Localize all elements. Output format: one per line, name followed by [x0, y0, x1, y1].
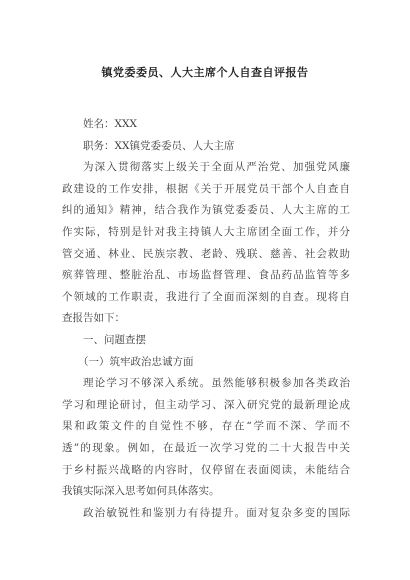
paragraph-line: 纠的通知》精神，结合我作为镇党委委员、人大主席的工 — [62, 204, 350, 217]
position-line: 职务：XX镇党委委员、人大主席 — [83, 139, 235, 152]
section-heading: 一、问题查摆 — [83, 333, 146, 346]
paragraph-line: 理论学习不够深入系统。虽然能够积极参加各类政治 — [83, 377, 350, 390]
paragraph-line: 我镇实际深入思考如何具体落实。 — [62, 485, 220, 498]
paragraph-line: 政治敏锐性和鉴别力有待提升。面对复杂多变的国际 — [83, 506, 350, 519]
paragraph-line: 个领域的工作职责，我进行了全面而深刻的自查。现将自 — [62, 290, 350, 303]
paragraph-line: 果和政策文件的自觉性不够，存在“学而不深、学而不 — [62, 420, 350, 433]
paragraph-line: 作实际，特别是针对我主持镇人大主席团全面工作，并分 — [62, 225, 350, 238]
document-body — [62, 114, 350, 524]
subsection-heading: （一）筑牢政治忠诚方面 — [78, 355, 194, 368]
paragraph-line: 于乡村振兴战略的内容时，仅停留在表面阅读，未能结合 — [62, 463, 350, 476]
paragraph-line: 殡葬管理、整脏治乱、市场监督管理、食品药品监管等多 — [62, 269, 350, 282]
paragraph-line: 政建设的工作安排，根据《关于开展党员干部个人自查自 — [62, 182, 350, 195]
paragraph-line: 查报告如下： — [62, 312, 125, 325]
paragraph-line: 管交通、林业、民族宗教、老龄、残联、慈善、社会救助 — [62, 247, 350, 260]
paragraph-line: 为深入贯彻落实上级关于全面从严治党、加强党风廉 — [83, 161, 350, 174]
name-line: 姓名：XXX — [83, 118, 137, 130]
paragraph-line: 学习和理论研讨，但主动学习、深入研究党的最新理论成 — [62, 398, 350, 411]
document-title: 镇党委委员、人大主席个人自查自评报告 — [101, 66, 309, 79]
paragraph-line: 透”的现象。例如，在最近一次学习党的二十大报告中关 — [62, 441, 350, 454]
